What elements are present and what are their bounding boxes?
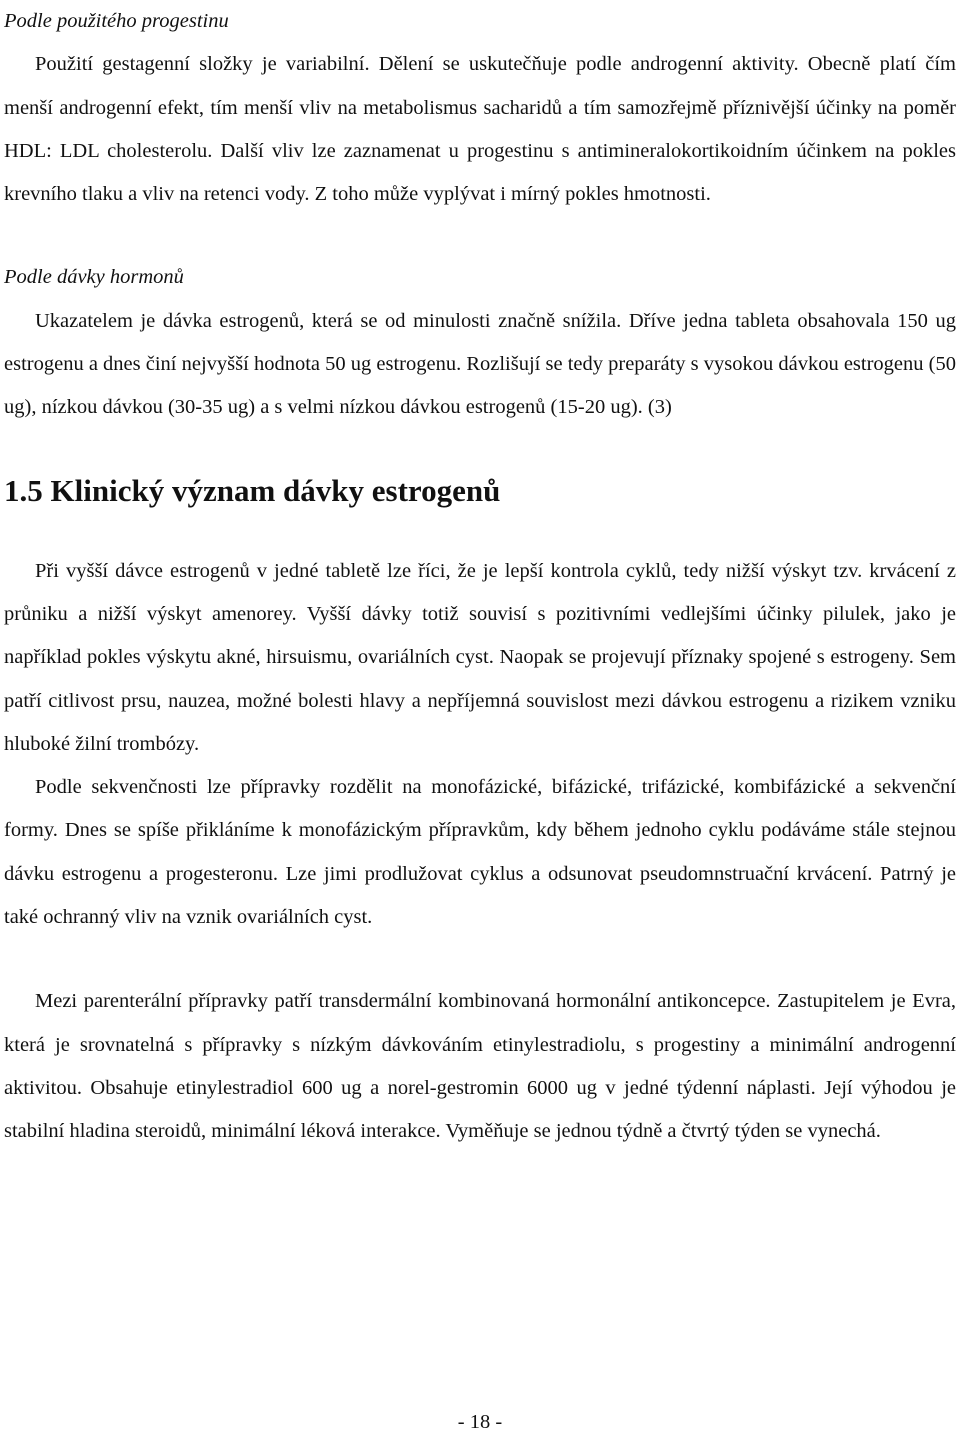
paragraph-dose: Ukazatelem je dávka estrogenů, která se od minulosti značně snížila. Dříve jedna tableta obsahovala 150 ug estrogenu a dnes činí nejvyšší hodnota 50 ug estrogenu. Rozlišují se tedy preparáty s vysokou dávkou estrogenu (50 ug), nízkou dávkou (30-35 ug) a s velmi nízkou dávkou estrogenů (15-20 ug). (3) <box>4 309 956 419</box>
section-heading-clinical: 1.5 Klinický význam dávky estrogenů <box>4 472 501 508</box>
paragraph-clinical-2: Podle sekvenčnosti lze přípravky rozdělit na monofázické, bifázické, trifázické, kombifázické a sekvenční formy. Dnes se spíše přikláníme k monofázickým přípravkům, kdy během jednoho cyklu podáváme stále stejnou dávku estrogenu a progesteronu. Lze jimi prodlužovat cyklus a odsunovat pseudomnstruační krvácení. Patrný je také ochranný vliv na vznik ovariálních cyst. <box>4 776 956 929</box>
page-number: - 18 - <box>457 1411 503 1433</box>
paragraph-clinical-1: Při vyšší dávce estrogenů v jedné tabletě lze říci, že je lepší kontrola cyklů, tedy nižší výskyt tzv. krvácení z průniku a nižší výskyt amenorey. Vyšší dávky totiž souvisí s pozitivními vedlejšími účinky pilulek, jako je například pokles výskytu akné, hirsuismu, ovariálních cyst. Naopak se projevují příznaky spojené s estrogeny. Sem patří citlivost prsu, nauzea, možné bolesti hlavy a nepříjemná souvislost mezi dávkou estrogenu a rizikem vzniku hluboké žilní trombózy. <box>4 559 956 755</box>
document-page <box>4 0 956 1154</box>
paragraph-clinical-3: Mezi parenterální přípravky patří transdermální kombinovaná hormonální antikoncepce. Zastupitelem je Evra, která je srovnatelná s přípravky s nízkým dávkováním etinylestradiolu, s progestiny a minimální androgenní aktivitou. Obsahuje etinylestradiol 600 ug a norel-gestromin 6000 ug v jedné týdenní náplasti. Její výhodou je stabilní hladina steroidů, minimální léková interakce. Vyměňuje se jednou týdně a čtvrtý týden se vynechá. <box>4 990 956 1143</box>
paragraph-progestin: Použití gestagenní složky je variabilní. Dělení se uskutečňuje podle androgenní aktivity. Obecně platí čím menší androgenní efekt, tím menší vliv na metabolismus sacharidů a tím samozřejmě příznivější účinky na poměr HDL: LDL cholesterolu. Další vliv lze zaznamenat u progestinu s antimineralokortikoidním účinkem na pokles krevního tlaku a vliv na retenci vody. Z toho může vyplývat i mírný pokles hmotnosti. <box>4 53 956 206</box>
subheading-dose: Podle dávky hormonů <box>4 266 184 289</box>
subheading-progestin: Podle použitého progestinu <box>4 10 229 32</box>
